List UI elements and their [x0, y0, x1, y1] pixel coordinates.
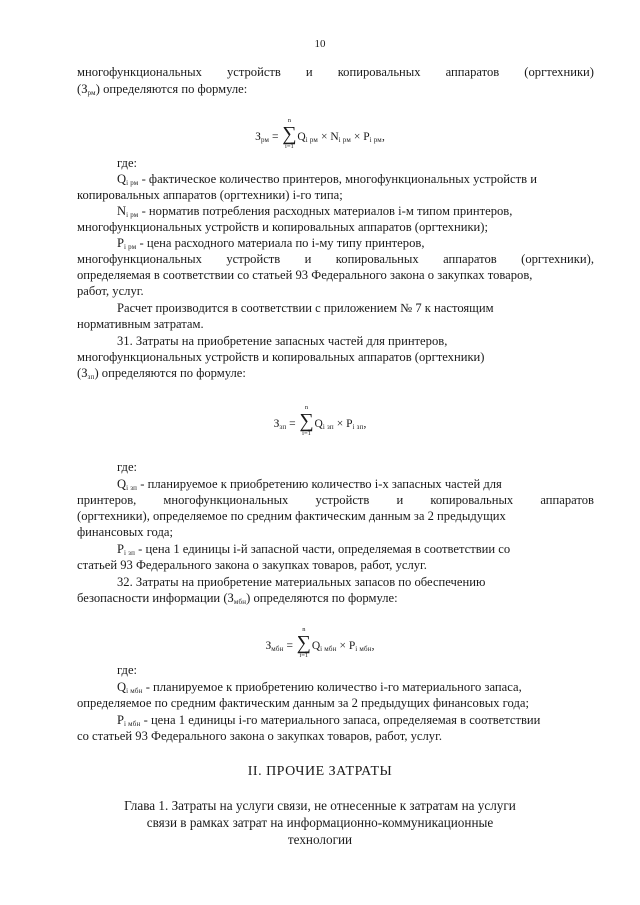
- text-line: безопасности информации $(З_{мбн})$ определяются по формуле:: [77, 591, 398, 606]
- text-line: работ, услуг.: [77, 284, 144, 298]
- page-number: 10: [314, 38, 326, 50]
- text-line: где:: [117, 663, 138, 677]
- text-line: Расчет производится в соответствии с приложением № 7 к настоящим: [117, 301, 494, 315]
- text-line: многофункциональных устройств и копировальных аппаратов (оргтехники),: [77, 252, 594, 266]
- sum-symbol: n ∑ i=1: [282, 117, 297, 150]
- chapter-heading: Глава 1. Затраты на услуги связи, не отнесенные к затратам на услуги связи в рамках затрат на информационно-коммуникационные технологии: [124, 798, 516, 847]
- text-line: нормативным затратам.: [77, 317, 204, 331]
- text-line: 32. Затраты на приобретение материальных запасов по обеспечению: [117, 575, 486, 589]
- text-line: многофункциональных устройств и копировальных аппаратов (оргтехники);: [77, 220, 488, 234]
- text-line: многофункциональных устройств и копировальных аппаратов (оргтехники): [77, 65, 594, 79]
- text-line: со статьей 93 Федерального закона о закупках товаров, работ, услуг.: [77, 729, 442, 743]
- text-line: $(З_{рм})$ определяются по формуле:: [77, 82, 248, 97]
- text-line: $P_{i зп}$ - цена 1 единицы i-й запасной части, определяемая в соответствии со: [117, 542, 511, 557]
- text-line: определяемая в соответствии со статьей 93 Федерального закона о закупках товаров,: [77, 268, 533, 282]
- text-line: $Q_{i мбн}$ - планируемое к приобретению количество i-го материального запаса,: [117, 680, 522, 695]
- text-line: $N_{i рм}$ - норматив потребления расходных материалов i-м типом принтеров,: [117, 204, 513, 219]
- text-line: где:: [117, 460, 138, 474]
- sum-symbol: n ∑ i=1: [296, 626, 311, 659]
- text-line: $Q_{i рм}$ - фактическое количество принтеров, многофункциональных устройств и: [117, 172, 537, 187]
- text-line: финансовых года;: [77, 525, 173, 539]
- formula-zzp: $З_{зп}$ = n ∑ i=1 $Q_{i зп} \times P_{i зп}$,: [273, 404, 367, 437]
- text-line: $(З_{зп})$ определяются по формуле:: [77, 366, 246, 381]
- text-line: принтеров, многофункциональных устройств и копировальных аппаратов: [77, 493, 594, 507]
- text-line: многофункциональных устройств и копировальных аппаратов (оргтехники): [77, 350, 485, 364]
- text-line: $P_{i мбн}$ - цена 1 единицы i-го материального запаса, определяемая в соответствии: [117, 713, 541, 728]
- text-line: определяемое по средним фактическим данным за 2 предыдущих финансовых года;: [77, 696, 529, 710]
- text-line: (оргтехники), определяемое по средним фактическим данным за 2 предыдущих: [77, 509, 506, 523]
- text-line: $P_{i рм}$ - цена расходного материала по i-му типу принтеров,: [117, 236, 425, 251]
- text-line: где:: [117, 156, 138, 170]
- sum-symbol: n ∑ i=1: [299, 404, 314, 437]
- text-line: копировальных аппаратов (оргтехники) i-го типа;: [77, 188, 343, 202]
- text-line: статьей 93 Федерального закона о закупках товаров, работ, услуг.: [77, 558, 427, 572]
- section-heading: II. ПРОЧИЕ ЗАТРАТЫ: [247, 764, 393, 779]
- formula-zrm: $З_{рм}$ = n ∑ i=1 $Q_{i рм} \times N_{i рм} \times P_{i рм}$,: [255, 117, 385, 150]
- formula-zmbn: $З_{мбн}$ = n ∑ i=1 $Q_{i мбн} \times P_{i мбн}$,: [265, 626, 375, 659]
- text-line: $Q_{i зп}$ - планируемое к приобретению количество i-х запасных частей для: [117, 477, 502, 492]
- text-line: 31. Затраты на приобретение запасных частей для принтеров,: [117, 334, 448, 348]
